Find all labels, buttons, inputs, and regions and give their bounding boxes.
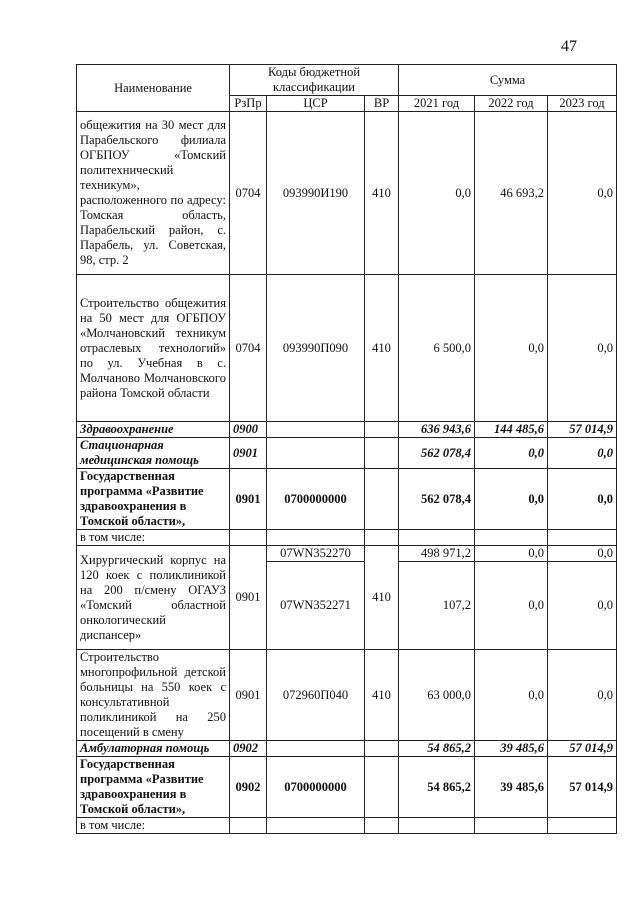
sum-2023-cell: 0,0 — [548, 469, 617, 530]
page-number: 47 — [561, 38, 577, 55]
row-name: в том числе: — [77, 818, 230, 834]
row-name: в том числе: — [77, 530, 230, 546]
row-name: Строительство общежития на 50 мест для ОГБПОУ «Молчановский техникум отраслевых технологий» по ул. Учебная в с. Молчаново Молчановского района Томской области — [77, 275, 230, 422]
rzpr-cell: 0704 — [230, 275, 267, 422]
vr-cell — [365, 757, 399, 818]
csr-cell: 0700000000 — [267, 757, 365, 818]
rzpr-cell — [230, 530, 267, 546]
rzpr-cell: 0902 — [230, 757, 267, 818]
header-codes-group: Коды бюджетной классификации — [230, 65, 399, 96]
csr-cell: 093990И190 — [267, 112, 365, 275]
vr-cell: 410 — [365, 650, 399, 741]
sum-2021-cell: 107,2 — [399, 562, 475, 650]
sum-2022-cell: 0,0 — [475, 650, 548, 741]
csr-cell: 07WN352270 — [267, 546, 365, 562]
row-name: Государственная программа «Развитие здравоохранения в Томской области», — [77, 757, 230, 818]
vr-cell — [365, 530, 399, 546]
csr-cell — [267, 422, 365, 438]
sum-2023-cell — [548, 818, 617, 834]
header-row-1 — [77, 65, 617, 96]
rzpr-cell: 0704 — [230, 112, 267, 275]
sum-2023-cell: 57 014,9 — [548, 757, 617, 818]
sum-2023-cell — [548, 530, 617, 546]
vr-cell — [365, 741, 399, 757]
rzpr-cell: 0902 — [230, 741, 267, 757]
table-row — [77, 275, 617, 422]
sum-2021-cell: 54 865,2 — [399, 741, 475, 757]
row-name: Амбулаторная помощь — [77, 741, 230, 757]
sum-2022-cell: 39 485,6 — [475, 757, 548, 818]
rzpr-cell: 0900 — [230, 422, 267, 438]
rzpr-cell: 0901 — [230, 438, 267, 469]
sum-2021-cell — [399, 818, 475, 834]
table-row — [77, 469, 617, 530]
sum-2021-cell: 562 078,4 — [399, 438, 475, 469]
sum-2022-cell: 39 485,6 — [475, 741, 548, 757]
vr-cell — [365, 469, 399, 530]
table-row — [77, 818, 617, 834]
csr-cell: 07WN352271 — [267, 562, 365, 650]
table-row — [77, 422, 617, 438]
sum-2023-cell: 57 014,9 — [548, 422, 617, 438]
vr-cell — [365, 818, 399, 834]
sum-2021-cell: 498 971,2 — [399, 546, 475, 562]
sum-2021-cell: 6 500,0 — [399, 275, 475, 422]
header-2022: 2022 год — [475, 96, 548, 112]
csr-cell — [267, 818, 365, 834]
sum-2023-cell: 0,0 — [548, 546, 617, 562]
header-rzpr: РзПр — [230, 96, 267, 112]
sum-2022-cell: 0,0 — [475, 469, 548, 530]
vr-cell: 410 — [365, 112, 399, 275]
rzpr-cell: 0901 — [230, 650, 267, 741]
rzpr-cell — [230, 818, 267, 834]
sum-2023-cell: 0,0 — [548, 112, 617, 275]
sum-2021-cell — [399, 530, 475, 546]
table-row — [77, 438, 617, 469]
sum-2021-cell: 63 000,0 — [399, 650, 475, 741]
budget-table — [76, 64, 617, 834]
sum-2022-cell: 46 693,2 — [475, 112, 548, 275]
sum-2021-cell: 562 078,4 — [399, 469, 475, 530]
table-row — [77, 741, 617, 757]
header-2023: 2023 год — [548, 96, 617, 112]
row-name: Хирургический корпус на 120 коек с поликлиникой на 200 п/смену ОГАУЗ «Томский областной онкологический диспансер» — [77, 546, 230, 650]
sum-2021-cell: 54 865,2 — [399, 757, 475, 818]
header-name: Наименование — [77, 65, 230, 112]
rzpr-cell: 0901 — [230, 546, 267, 650]
sum-2023-cell: 0,0 — [548, 438, 617, 469]
csr-cell — [267, 741, 365, 757]
csr-cell: 0700000000 — [267, 469, 365, 530]
sum-2022-cell: 144 485,6 — [475, 422, 548, 438]
csr-cell: 093990П090 — [267, 275, 365, 422]
row-name: общежития на 30 мест для Парабельского филиала ОГБПОУ «Томский политехнический техникум», расположенного по адресу: Томская область, Парабельский район, с. Парабель, ул. Советская, 98, стр. 2 — [77, 112, 230, 275]
vr-cell: 410 — [365, 275, 399, 422]
header-csr: ЦСР — [267, 96, 365, 112]
table-row — [77, 650, 617, 741]
row-name: Стационарная медицинская помощь — [77, 438, 230, 469]
table-row — [77, 112, 617, 275]
header-vr: ВР — [365, 96, 399, 112]
sum-2022-cell — [475, 530, 548, 546]
csr-cell — [267, 530, 365, 546]
sum-2023-cell: 0,0 — [548, 562, 617, 650]
csr-cell: 072960П040 — [267, 650, 365, 741]
vr-cell — [365, 438, 399, 469]
vr-cell — [365, 422, 399, 438]
header-sum-group: Сумма — [399, 65, 617, 96]
row-name: Государственная программа «Развитие здравоохранения в Томской области», — [77, 469, 230, 530]
table-row — [77, 757, 617, 818]
sum-2022-cell — [475, 818, 548, 834]
sum-2021-cell: 636 943,6 — [399, 422, 475, 438]
table-row — [77, 530, 617, 546]
header-2021: 2021 год — [399, 96, 475, 112]
row-name: Строительство многопрофильной детской больницы на 550 коек с консультативной поликлиникой на 250 посещений в смену — [77, 650, 230, 741]
sum-2023-cell: 57 014,9 — [548, 741, 617, 757]
sum-2022-cell: 0,0 — [475, 546, 548, 562]
vr-cell: 410 — [365, 546, 399, 650]
rzpr-cell: 0901 — [230, 469, 267, 530]
sum-2023-cell: 0,0 — [548, 275, 617, 422]
row-name: Здравоохранение — [77, 422, 230, 438]
sum-2021-cell: 0,0 — [399, 112, 475, 275]
sum-2023-cell: 0,0 — [548, 650, 617, 741]
table-row — [77, 546, 617, 562]
sum-2022-cell: 0,0 — [475, 275, 548, 422]
sum-2022-cell: 0,0 — [475, 562, 548, 650]
sum-2022-cell: 0,0 — [475, 438, 548, 469]
csr-cell — [267, 438, 365, 469]
